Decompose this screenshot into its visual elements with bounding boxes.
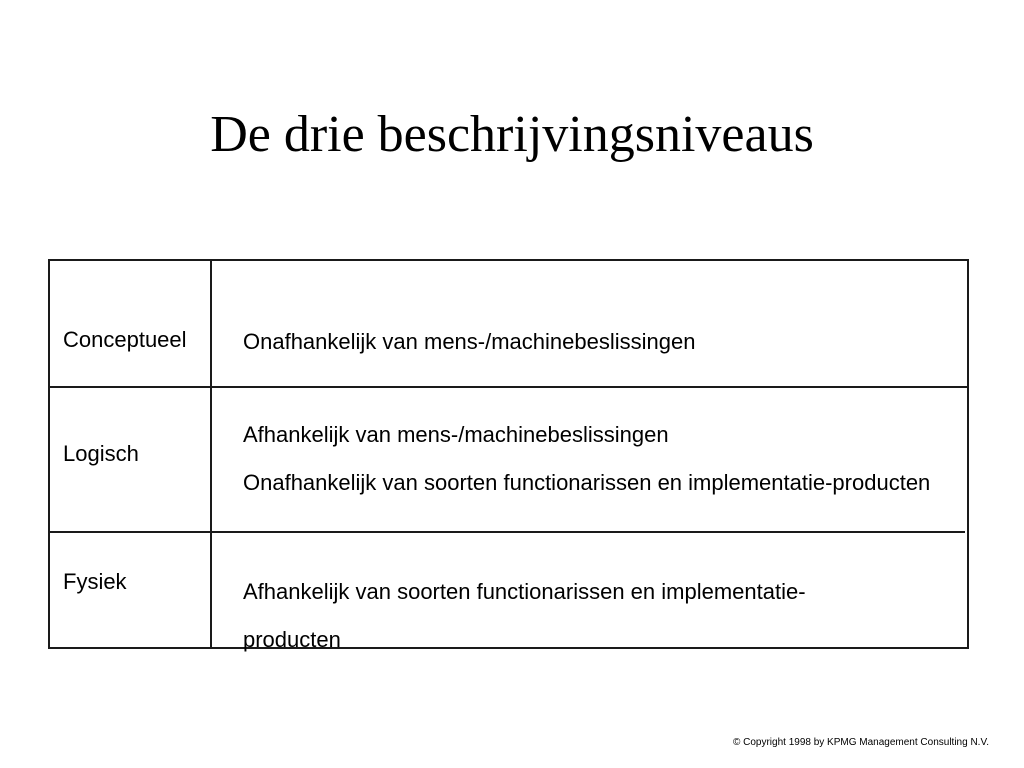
slide-title: De drie beschrijvingsniveaus bbox=[210, 106, 814, 163]
copyright-notice: © Copyright 1998 by KPMG Management Consulting N.V. bbox=[732, 737, 989, 748]
levels-table bbox=[48, 259, 969, 652]
level-description: Afhankelijk van soorten functionarissen en implementatie-producten bbox=[243, 579, 806, 652]
column-divider bbox=[210, 261, 212, 647]
row-divider bbox=[50, 531, 965, 533]
level-name-fysiek: Fysiek bbox=[63, 569, 127, 594]
level-description: Afhankelijk van mens-/machinebeslissingen bbox=[243, 422, 669, 447]
level-description: Onafhankelijk van mens-/machinebeslissingen bbox=[243, 329, 696, 354]
row-divider bbox=[50, 386, 967, 388]
level-description: Onafhankelijk van soorten functionarissen en implementatie-producten bbox=[243, 470, 931, 495]
level-name-conceptueel: Conceptueel bbox=[63, 327, 187, 352]
level-name-logisch: Logisch bbox=[63, 441, 139, 466]
